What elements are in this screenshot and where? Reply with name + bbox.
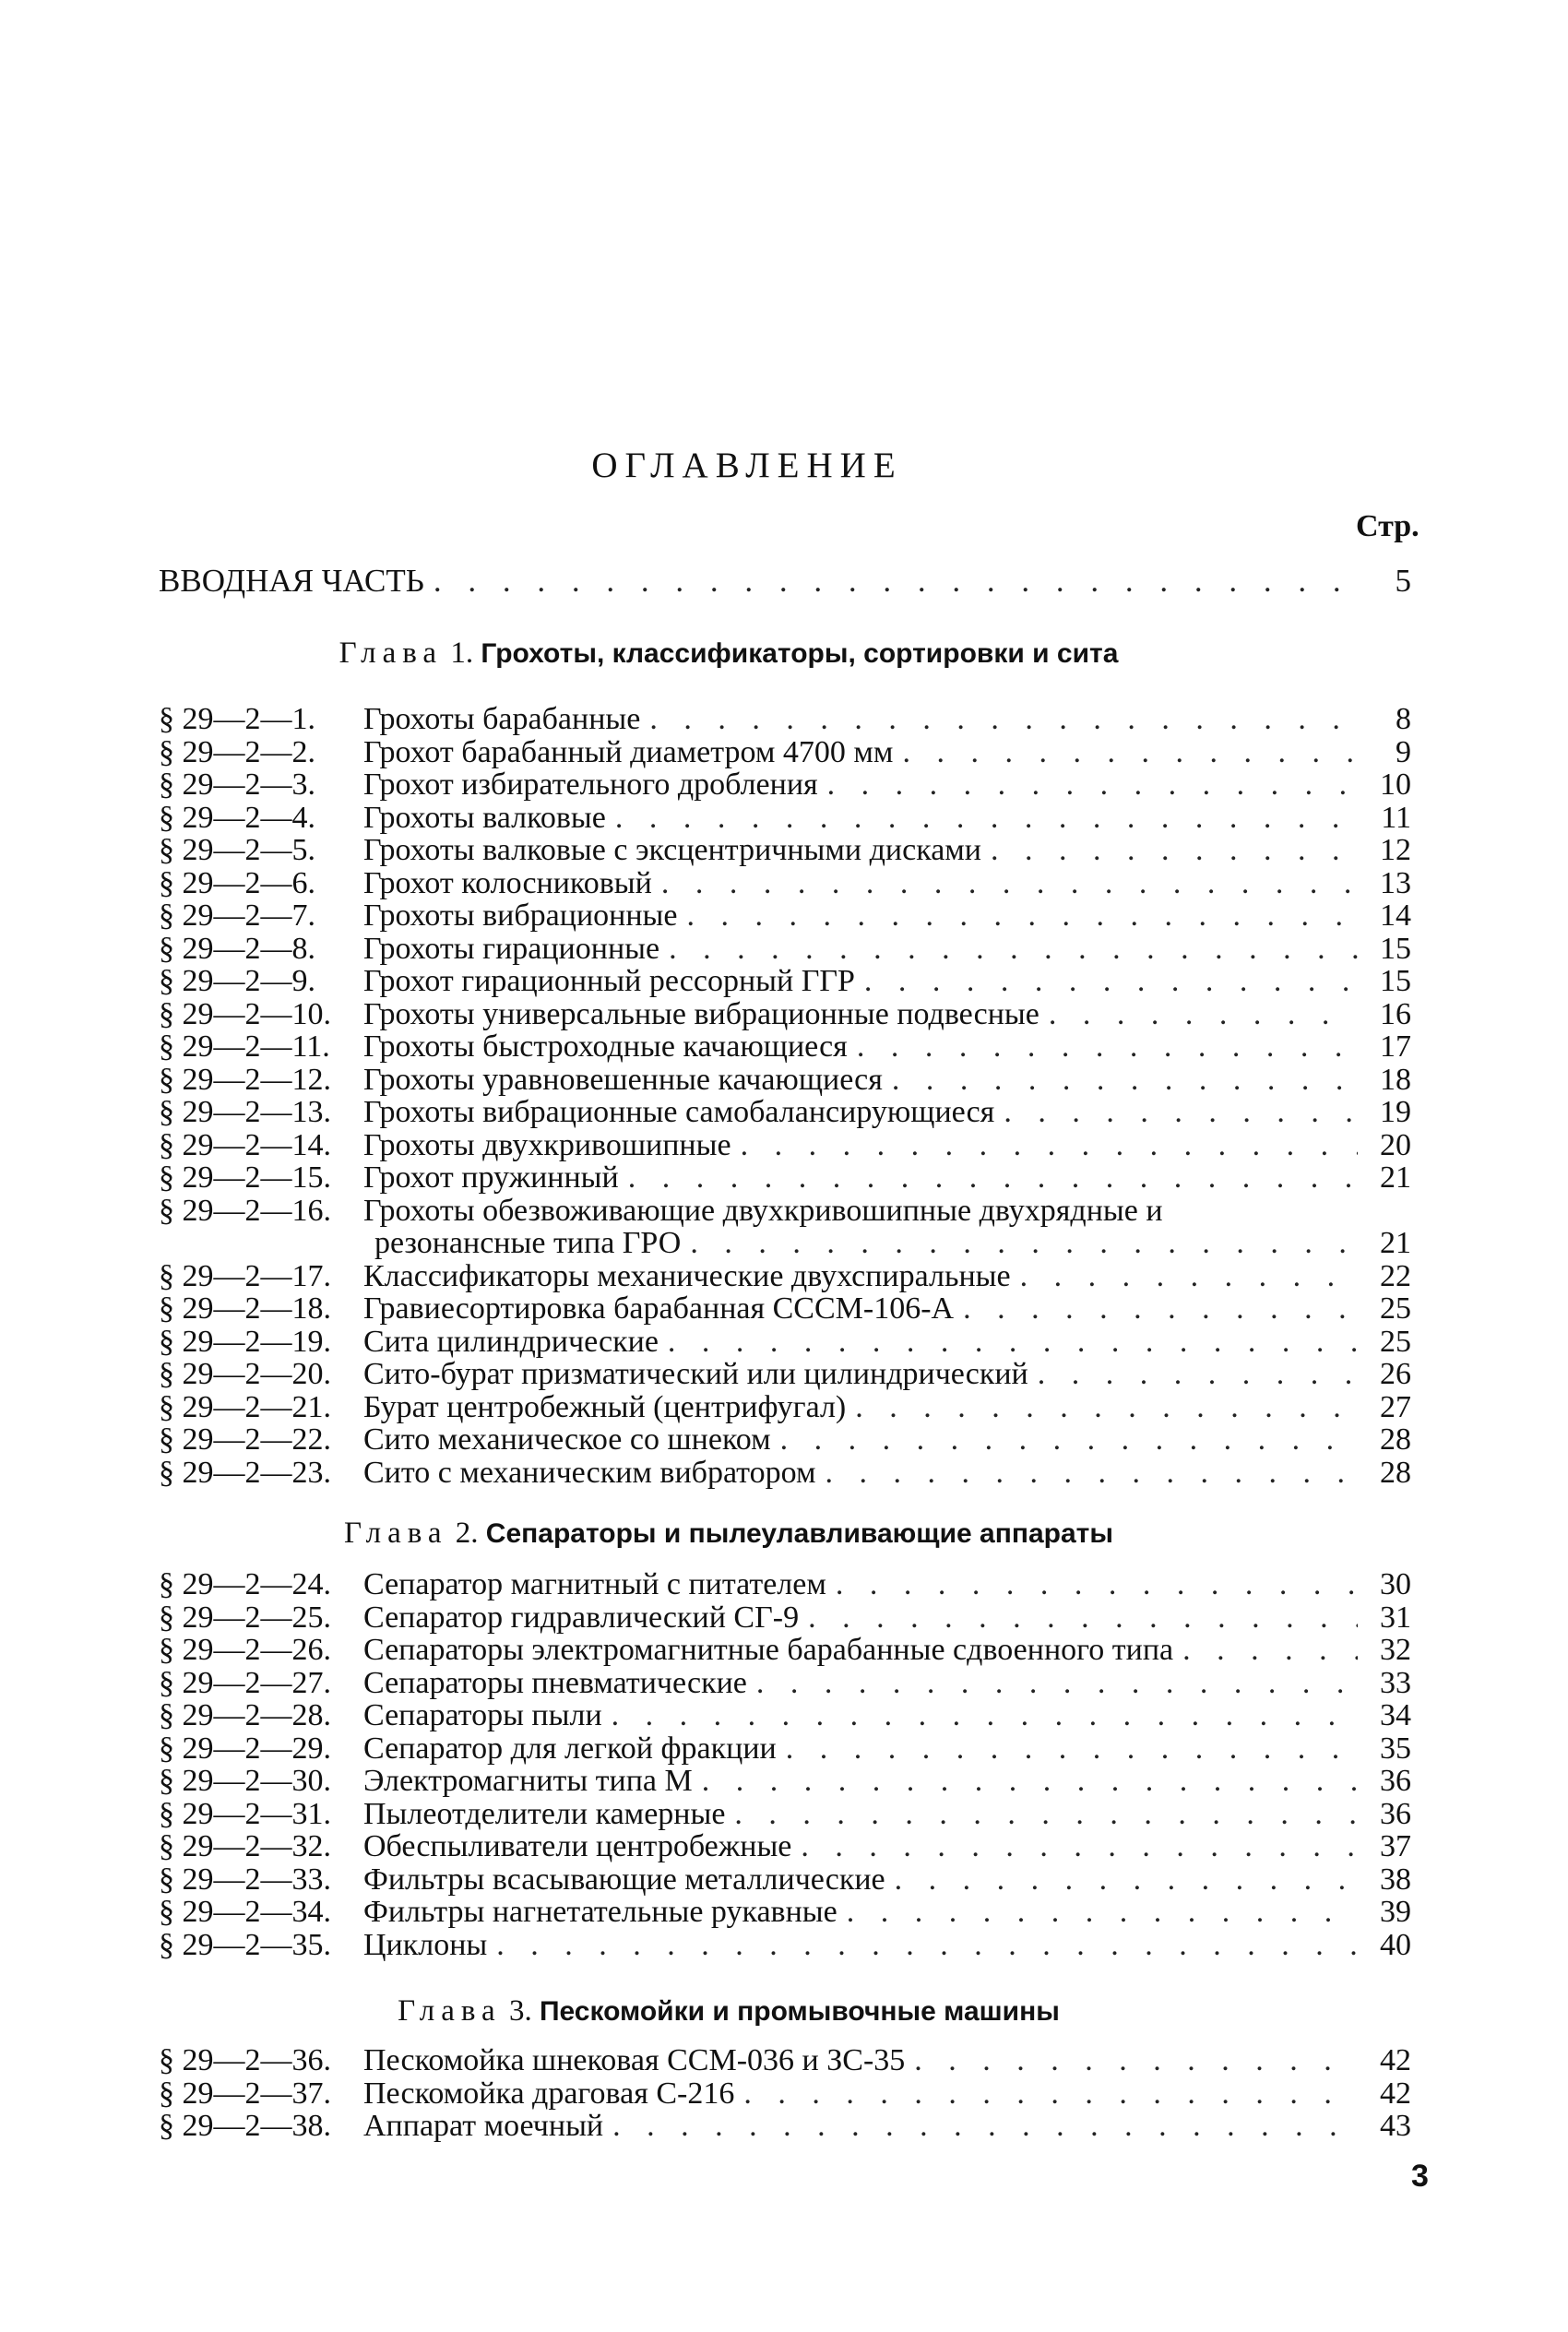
toc-entry: [159, 2077, 1411, 2111]
section-number: § 29—2—15.: [159, 1160, 331, 1195]
entry-title: Бурат центробежный (центрифугал): [363, 1389, 847, 1424]
section-number: § 29—2—32.: [159, 1829, 331, 1863]
chapter-word: Глава: [344, 1517, 448, 1550]
entry-page-number: 42: [1380, 2076, 1411, 2111]
toc-entry: [159, 2044, 1411, 2077]
toc-entry: [159, 1830, 1411, 1863]
dot-leader: [690, 1227, 1358, 1260]
entry-page-number: 26: [1380, 1357, 1411, 1391]
section-number: § 29—2—27.: [159, 1665, 331, 1700]
entry-page-number: 18: [1380, 1062, 1411, 1097]
entry-title: Сито с механическим вибратором: [363, 1455, 816, 1490]
entry-title: Обеспыливатели центробежные: [363, 1829, 792, 1863]
entry-page-number: 25: [1380, 1291, 1411, 1326]
section-number: § 29—2—12.: [159, 1062, 331, 1097]
entry-title: Сепараторы электромагнитные барабанные сдвоенного типа: [363, 1633, 1174, 1667]
dot-leader: [836, 1568, 1358, 1601]
toc-entry: [159, 1260, 1411, 1293]
section-number: § 29—2—21.: [159, 1389, 331, 1424]
entry-page-number: 38: [1380, 1862, 1411, 1897]
toc-entry: [159, 867, 1411, 900]
toc-entry: [159, 1391, 1411, 1424]
toc-entry: [159, 1326, 1411, 1359]
chapter-number: 1.: [450, 637, 474, 670]
toc-entry: [159, 1896, 1411, 1929]
section-number: § 29—2—24.: [159, 1567, 331, 1601]
dot-leader: [801, 1830, 1358, 1863]
dot-leader: [857, 1030, 1358, 1064]
entry-title: Сепаратор магнитный с питателем: [363, 1567, 826, 1601]
entry-page-number: 16: [1380, 996, 1411, 1031]
toc-entry: [159, 768, 1411, 802]
toc-entry: [159, 899, 1411, 933]
dot-leader: [661, 867, 1358, 900]
toc-entry: [159, 1030, 1411, 1064]
entry-title: Пескомойка драговая С-216: [363, 2076, 735, 2111]
entry-page-number: 33: [1380, 1665, 1411, 1700]
section-number: § 29—2—18.: [159, 1291, 331, 1326]
section-number: § 29—2—4.: [159, 800, 315, 835]
chapter-title: Грохоты, классификаторы, сортировки и сита: [481, 638, 1119, 669]
toc-entry: [159, 1358, 1411, 1391]
section-number: § 29—2—34.: [159, 1895, 331, 1929]
chapter-word: Глава: [398, 1994, 502, 2028]
entry-title: Фильтры нагнетательные рукавные: [363, 1895, 837, 1929]
dot-leader: [628, 1161, 1358, 1195]
dot-leader: [1049, 998, 1358, 1031]
chapter-entries: [159, 2044, 1411, 2143]
dot-leader: [864, 965, 1358, 998]
entry-title: Сита цилиндрические: [363, 1324, 659, 1359]
entry-page-number: 36: [1380, 1796, 1411, 1831]
entry-page-number: 8: [1396, 702, 1411, 736]
page-number: 3: [1411, 2159, 1429, 2194]
entry-title: Грохоты валковые с эксцентричными дисками: [363, 833, 982, 867]
section-number: § 29—2—8.: [159, 931, 315, 966]
entry-title: Сепаратор для легкой фракции: [363, 1731, 777, 1766]
entry-page-number: 11: [1381, 800, 1411, 835]
entry-page-number: 25: [1380, 1324, 1411, 1359]
entry-title: Сито-бурат призматический или цилиндрический: [363, 1357, 1028, 1391]
entry-title: Грохоты гирационные: [363, 931, 660, 966]
intro-entry: [159, 563, 1411, 600]
dot-leader: [668, 1326, 1358, 1359]
toc-entry: [159, 1765, 1411, 1798]
entry-title: Грохоты обезвоживающие двухкривошипные двухрядные и: [363, 1193, 1163, 1228]
section-number: § 29—2—37.: [159, 2076, 331, 2111]
dot-leader: [1020, 1260, 1358, 1293]
entry-page-number: 12: [1380, 833, 1411, 867]
chapter-title: Сепараторы и пылеулавливающие аппараты: [485, 1518, 1113, 1549]
entry-page-number: 36: [1380, 1764, 1411, 1798]
dot-leader: [756, 1667, 1358, 1700]
entry-title: Грохоты вибрационные самобалансирующиеся: [363, 1095, 995, 1129]
entry-page-number: 35: [1380, 1731, 1411, 1766]
entry-page-number: 27: [1380, 1389, 1411, 1424]
dot-leader: [743, 2077, 1358, 2111]
entry-title: Грохот пружинный: [363, 1160, 619, 1195]
entry-title: Классификаторы механические двухспиральные: [363, 1258, 1011, 1293]
toc-entry: [159, 834, 1411, 867]
section-number: § 29—2—30.: [159, 1764, 331, 1798]
entry-title: Сепараторы пыли: [363, 1698, 602, 1732]
entry-page-number: 40: [1380, 1927, 1411, 1962]
entry-title: Грохот избирательного дробления: [363, 767, 818, 802]
chapter-entries: [159, 703, 1411, 1489]
entry-title: Грохоты универсальные вибрационные подвесные: [363, 996, 1039, 1031]
entry-page-number: 20: [1380, 1127, 1411, 1162]
toc-entry: [159, 802, 1411, 835]
entry-page-number: 14: [1380, 898, 1411, 933]
dot-leader: [963, 1292, 1358, 1326]
toc-entry: [159, 1601, 1411, 1635]
entry-title: резонансные типа ГРО: [374, 1226, 682, 1260]
chapter-number: 2.: [455, 1517, 479, 1550]
toc-entry: [159, 2110, 1411, 2143]
dot-leader: [825, 1457, 1358, 1490]
entry-page-number: 22: [1380, 1258, 1411, 1293]
entry-title: Грохоты быстроходные качающиеся: [363, 1029, 848, 1064]
toc-entry: [159, 703, 1411, 736]
entry-title: Электромагниты типа М: [363, 1764, 693, 1798]
toc-entry: [159, 1667, 1411, 1700]
toc-entry: [159, 1227, 1411, 1260]
toc-entry: [159, 1798, 1411, 1831]
section-number: § 29—2—6.: [159, 865, 315, 900]
toc-entry: [159, 933, 1411, 966]
toc-entry: [159, 1129, 1411, 1162]
chapter-heading: [0, 637, 1457, 671]
entry-page-number: 37: [1380, 1829, 1411, 1863]
toc-entry: [159, 1292, 1411, 1326]
section-number: § 29—2—19.: [159, 1324, 331, 1359]
section-number: § 29—2—17.: [159, 1258, 331, 1293]
dot-leader: [895, 1863, 1358, 1897]
chapter-heading: [0, 1517, 1457, 1551]
dot-leader: [827, 768, 1358, 802]
section-number: § 29—2—23.: [159, 1455, 331, 1490]
toc-entry: [159, 998, 1411, 1031]
dot-leader: [702, 1765, 1358, 1798]
dot-leader: [496, 1929, 1358, 1962]
dot-leader: [855, 1391, 1358, 1424]
section-number: § 29—2—7.: [159, 898, 315, 933]
dot-leader: [612, 1699, 1358, 1732]
entry-title: Гравиесортировка барабанная СССМ-106-А: [363, 1291, 955, 1326]
entry-title: Грохоты барабанные: [363, 702, 641, 736]
entry-title: Сито механическое со шнеком: [363, 1422, 771, 1457]
toc-entry: [159, 1161, 1411, 1195]
section-number: § 29—2—33.: [159, 1862, 331, 1897]
dot-leader: [786, 1732, 1358, 1766]
entry-title: Пылеотделители камерные: [363, 1796, 726, 1831]
toc-entry: [159, 1863, 1411, 1897]
entry-title: Грохоты валковые: [363, 800, 606, 835]
entry-page-number: 19: [1380, 1095, 1411, 1129]
section-number: § 29—2—16.: [159, 1193, 331, 1228]
dot-leader: [808, 1601, 1358, 1635]
dot-leader: [1182, 1634, 1358, 1667]
section-number: § 29—2—26.: [159, 1633, 331, 1667]
entry-page-number: 21: [1380, 1226, 1411, 1260]
toc-entry: [159, 736, 1411, 769]
dot-leader: [734, 1798, 1358, 1831]
entry-page-number: 15: [1380, 931, 1411, 966]
toc-entry: [159, 965, 1411, 998]
entry-title: Грохоты уравновешенные качающиеся: [363, 1062, 883, 1097]
entry-page-number: 28: [1380, 1455, 1411, 1490]
entry-page-number: 21: [1380, 1160, 1411, 1195]
section-number: § 29—2—3.: [159, 767, 315, 802]
dot-leader: [991, 834, 1358, 867]
dot-leader: [434, 563, 1358, 600]
section-number: § 29—2—14.: [159, 1127, 331, 1162]
section-number: § 29—2—25.: [159, 1600, 331, 1635]
dot-leader: [615, 802, 1358, 835]
entry-page-number: 30: [1380, 1567, 1411, 1601]
dot-leader: [1004, 1096, 1358, 1129]
chapter-word: Глава: [339, 637, 444, 670]
entry-page-number: 28: [1380, 1422, 1411, 1457]
toc-entry: [159, 1423, 1411, 1457]
toc-entry: [159, 1195, 1411, 1228]
dot-leader: [780, 1423, 1358, 1457]
entry-title: Грохот гирационный рессорный ГГР: [363, 964, 855, 998]
page-column-label: Стр.: [1356, 509, 1420, 543]
dot-leader: [612, 2110, 1358, 2143]
entry-title: Циклоны: [363, 1927, 488, 1962]
entry-page-number: 32: [1380, 1633, 1411, 1667]
section-number: § 29—2—5.: [159, 833, 315, 867]
entry-title: Грохоты двухкривошипные: [363, 1127, 731, 1162]
toc-entry: [159, 1064, 1411, 1097]
dot-leader: [649, 703, 1358, 736]
dot-leader: [914, 2044, 1358, 2077]
entry-title: Сепаратор гидравлический СГ-9: [363, 1600, 800, 1635]
toc-entry: [159, 1457, 1411, 1490]
section-number: § 29—2—13.: [159, 1095, 331, 1129]
dot-leader: [669, 933, 1358, 966]
entry-page-number: 34: [1380, 1698, 1411, 1732]
dot-leader: [1038, 1358, 1358, 1391]
toc-entry: [159, 1929, 1411, 1962]
intro-label: ВВОДНАЯ ЧАСТЬ: [159, 563, 424, 599]
toc-entry: [159, 1634, 1411, 1667]
chapter-number: 3.: [508, 1994, 532, 2028]
toc-entry: [159, 1568, 1411, 1601]
chapter-entries: [159, 1568, 1411, 1961]
dot-leader: [741, 1129, 1358, 1162]
section-number: § 29—2—31.: [159, 1796, 331, 1831]
entry-page-number: 10: [1380, 767, 1411, 802]
section-number: § 29—2—20.: [159, 1357, 331, 1391]
dot-leader: [902, 736, 1358, 769]
section-number: § 29—2—10.: [159, 996, 331, 1031]
entry-title: Фильтры всасывающие металлические: [363, 1862, 885, 1897]
entry-page-number: 9: [1396, 734, 1411, 769]
entry-page-number: 42: [1380, 2043, 1411, 2077]
section-number: § 29—2—36.: [159, 2043, 331, 2077]
entry-title: Грохот барабанный диаметром 4700 мм: [363, 734, 894, 769]
toc-entry: [159, 1699, 1411, 1732]
entry-page-number: 13: [1380, 865, 1411, 900]
section-number: § 29—2—22.: [159, 1422, 331, 1457]
dot-leader: [892, 1064, 1358, 1097]
entry-page-number: 17: [1380, 1029, 1411, 1064]
entry-page-number: 31: [1380, 1600, 1411, 1635]
page-title: ОГЛАВЛЕНИЕ: [591, 446, 903, 485]
entry-title: Грохоты вибрационные: [363, 898, 678, 933]
entry-title: Сепараторы пневматические: [363, 1665, 747, 1700]
section-number: § 29—2—29.: [159, 1731, 331, 1766]
section-number: § 29—2—38.: [159, 2109, 331, 2143]
toc-entry: [159, 1096, 1411, 1129]
section-number: § 29—2—1.: [159, 702, 315, 736]
dot-leader: [686, 899, 1358, 933]
entry-title: Пескомойка шнековая ССМ-036 и ЗС-35: [363, 2043, 906, 2077]
dot-leader: [847, 1896, 1358, 1929]
chapter-heading: [0, 1994, 1457, 2029]
entry-page-number: 43: [1380, 2109, 1411, 2143]
section-number: § 29—2—9.: [159, 964, 315, 998]
entry-page-number: 39: [1380, 1895, 1411, 1929]
intro-page: 5: [1395, 563, 1411, 599]
section-number: § 29—2—11.: [159, 1029, 330, 1064]
toc-entry: [159, 1732, 1411, 1766]
section-number: § 29—2—2.: [159, 734, 315, 769]
section-number: § 29—2—28.: [159, 1698, 331, 1732]
entry-page-number: 15: [1380, 964, 1411, 998]
section-number: § 29—2—35.: [159, 1927, 331, 1962]
chapter-title: Пескомойки и промывочные машины: [539, 1996, 1060, 2027]
entry-title: Аппарат моечный: [363, 2109, 604, 2143]
entry-title: Грохот колосниковый: [363, 865, 652, 900]
